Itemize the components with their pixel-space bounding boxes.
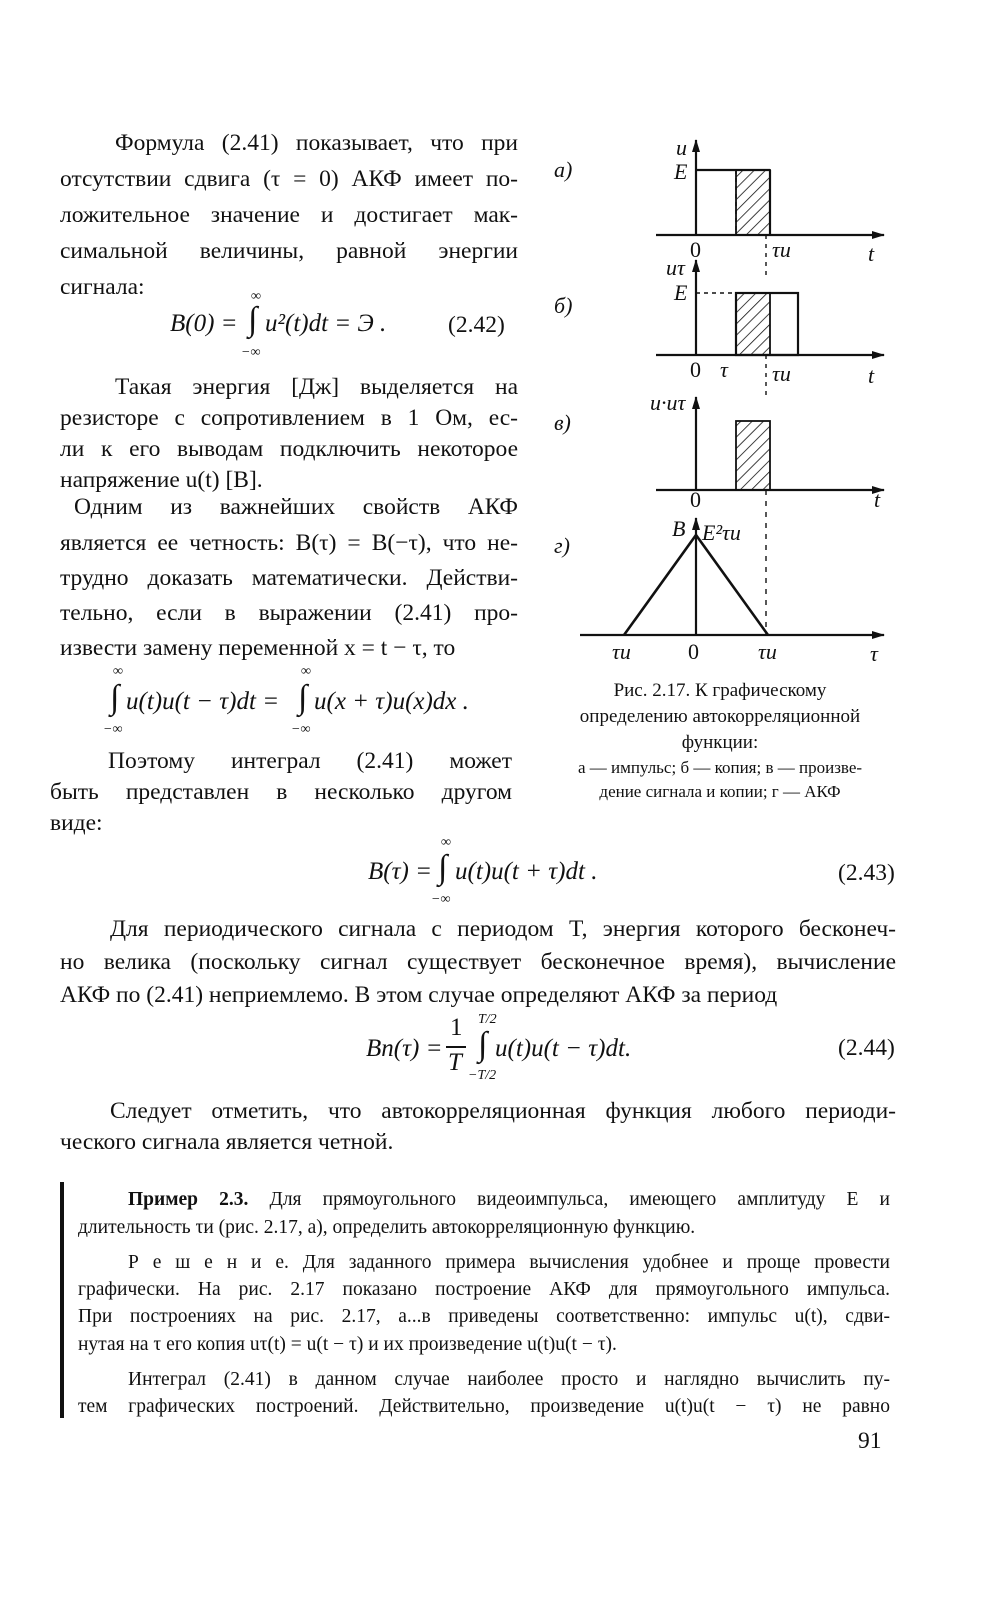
integral-lower-limit: −∞ xyxy=(241,345,261,360)
text-line: сигнала: xyxy=(60,274,145,300)
equation-body: u(t)u(t − τ)dt. xyxy=(495,1035,632,1062)
equation-number: (2.42) xyxy=(448,312,505,338)
example-text: Для прямоугольного видеоимпульса, имеющего амплитуду E и xyxy=(248,1189,890,1210)
example-line: нутая на τ его копия uτ(t) = u(t − τ) и их произведение u(t)u(t − τ). xyxy=(78,1334,617,1355)
integral-sign: ∫ xyxy=(478,1026,488,1063)
axis-label-u-tau: uτ xyxy=(666,255,685,280)
panel-label-v: в) xyxy=(554,410,571,435)
text-line: ли к его выводам подключить некоторое xyxy=(60,436,518,462)
equation-body: u²(t)dt = Э . xyxy=(265,310,387,337)
equation-lhs: B(0) = xyxy=(170,310,238,337)
axis-label-tau: τ xyxy=(720,357,728,382)
caption-title: Рис. 2.17. К графическому xyxy=(613,680,827,701)
caption-line: функции: xyxy=(681,732,759,753)
text-line: но велика (поскольку сигнал существует бесконечное время), вычисление xyxy=(60,949,896,975)
integral-upper-limit: ∞ xyxy=(441,835,451,850)
example-line: тем графических построений. Действительно, произведение u(t)u(t − τ) не равно xyxy=(78,1396,890,1417)
text-line: отсутствии сдвига (τ = 0) АКФ имеет по- xyxy=(60,166,518,192)
axis-label-zero: 0 xyxy=(688,639,699,664)
text-line: Одним из важнейших свойств АКФ xyxy=(74,494,518,520)
text-line: извести замену переменной x = t − τ, то xyxy=(60,635,456,661)
equation-right: u(x + τ)u(x)dx . xyxy=(314,688,469,715)
example-line: графически. На рис. 2.17 показано построение АКФ для прямоугольного импульса. xyxy=(78,1279,890,1300)
axis-label-u: u xyxy=(676,135,687,160)
integral-upper-limit: ∞ xyxy=(251,289,261,304)
axis-label-u-product: u·uτ xyxy=(650,390,686,415)
integral-lower-limit: −T/2 xyxy=(468,1068,497,1083)
equation-body: u(t)u(t + τ)dt . xyxy=(455,858,598,885)
equation-left: u(t)u(t − τ)dt = xyxy=(126,688,280,715)
page-number: 91 xyxy=(858,1428,882,1454)
text-line: Следует отметить, что автокорреляционная функция любого периоди- xyxy=(110,1098,896,1124)
example-line: длительность τи (рис. 2.17, а), определить автокорреляционную функцию. xyxy=(78,1217,696,1238)
integral-upper-limit: ∞ xyxy=(113,664,123,679)
integral-sign: ∫ xyxy=(248,301,258,338)
integral-lower-limit: −∞ xyxy=(291,722,311,737)
example-line: При построениях на рис. 2.17, а...в приведены соответственно: импульс u(t), сдви- xyxy=(78,1306,890,1327)
text-line: напряжение u(t) [В]. xyxy=(60,467,263,493)
axis-label-zero: 0 xyxy=(690,487,701,512)
axis-label-E: E xyxy=(674,280,688,305)
text-line: виде: xyxy=(50,810,103,836)
example-title: Пример 2.3. xyxy=(128,1189,249,1210)
integral-sign: ∫ xyxy=(110,679,120,716)
equation-lhs: B(τ) = xyxy=(368,858,432,885)
text-line: ческого сигнала является четной. xyxy=(60,1129,394,1155)
figure-2-17 xyxy=(540,135,900,675)
text-line: трудно доказать математически. Действи- xyxy=(60,565,518,591)
equation-number: (2.43) xyxy=(838,860,895,886)
equation-number: (2.44) xyxy=(838,1035,895,1061)
caption-line: дение сигнала и копии; г — АКФ xyxy=(599,782,841,801)
text-line: резисторе с сопротивлением в 1 Ом, ес- xyxy=(60,405,518,431)
fraction-numerator: 1 xyxy=(450,1014,463,1041)
integral-lower-limit: −∞ xyxy=(431,892,451,907)
integral-sign: ∫ xyxy=(438,849,448,886)
axis-label-tau-i: τи xyxy=(772,237,791,262)
text-line: АКФ по (2.41) неприемлемо. В этом случае определяют АКФ за период xyxy=(60,982,778,1008)
equation-lhs: Bп(τ) = xyxy=(366,1035,443,1062)
caption-line: определению автокорреляционной xyxy=(579,706,861,727)
axis-label-t: t xyxy=(874,487,881,512)
text-line: симальной величины, равной энергии xyxy=(60,238,518,264)
text-line: Поэтому интеграл (2.41) может xyxy=(108,748,512,774)
example-line: Интеграл (2.41) в данном случае наиболее просто и наглядно вычислить пу- xyxy=(128,1369,890,1390)
text-line: Для периодического сигнала с периодом T, энергия которого бесконеч- xyxy=(110,916,896,942)
example-line xyxy=(128,1186,890,1213)
panel-label-a: а) xyxy=(554,157,573,182)
panel-label-g: г) xyxy=(554,533,570,558)
axis-label-tau-i: τи xyxy=(758,639,777,664)
text-line: Такая энергия [Дж] выделяется на xyxy=(115,374,518,400)
integral-upper-limit: T/2 xyxy=(478,1012,497,1027)
axis-label-tau-i: τи xyxy=(772,361,791,386)
axis-label-E: E xyxy=(674,159,688,184)
text-line: является ее четность: B(τ) = B(−τ), что не- xyxy=(60,530,518,556)
axis-label-t: t xyxy=(868,241,875,266)
fraction-bar xyxy=(446,1046,466,1048)
example-line xyxy=(128,1249,890,1276)
example-bar xyxy=(60,1182,64,1418)
axis-label-t: t xyxy=(868,363,875,388)
caption-line: а — импульс; б — копия; в — произве- xyxy=(577,758,863,777)
axis-label-E2tau: E²τи xyxy=(702,520,741,545)
solution-word: Р е ш е н и е. xyxy=(128,1252,289,1273)
example-text: Для заданного примера вычисления удобнее и проще провести xyxy=(288,1252,890,1273)
integral-upper-limit: ∞ xyxy=(301,664,311,679)
text-line: быть представлен в несколько другом xyxy=(50,779,512,805)
axis-label-B: B xyxy=(672,516,686,541)
axis-label-neg-tau-i: τи xyxy=(612,639,631,664)
integral-sign: ∫ xyxy=(298,679,308,716)
fraction-denominator: T xyxy=(448,1049,462,1076)
axis-label-zero: 0 xyxy=(690,357,701,382)
panel-v-product xyxy=(656,397,884,635)
text-line: Формула (2.41) показывает, что при xyxy=(115,130,518,156)
text-line: тельно, если в выражении (2.41) про- xyxy=(60,600,518,626)
axis-label-zero: 0 xyxy=(690,237,701,262)
panel-label-b: б) xyxy=(554,293,573,318)
integral-lower-limit: −∞ xyxy=(103,722,123,737)
text-line: ложительное значение и достигает мак- xyxy=(60,202,518,228)
figure-diagram xyxy=(540,135,900,675)
axis-label-tau: τ xyxy=(870,641,878,666)
